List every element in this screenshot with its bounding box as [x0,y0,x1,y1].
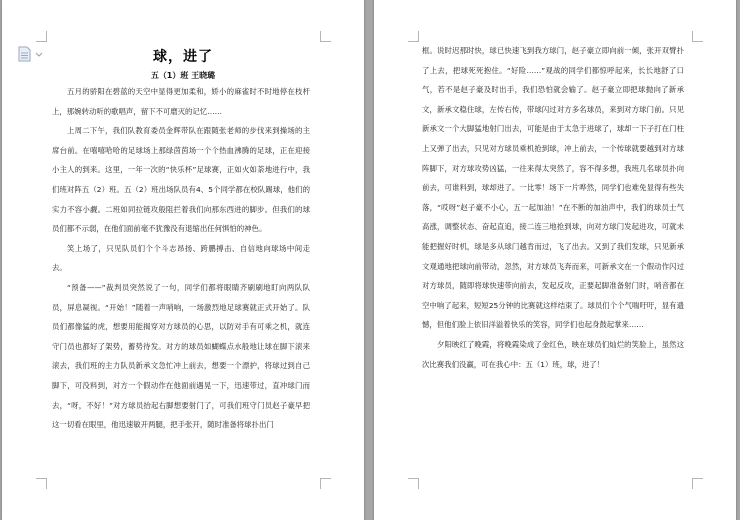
paragraph: 夕阳映红了晚霞，将晚霞染成了金红色，映在球员们灿烂的笑脸上，虽然这次比赛我们没赢，可在我心中：五（1）班，球，进了！ [422,339,684,369]
paragraph: “预备——”裁判员突然说了一句，同学们都将眼睛齐刷刷地盯向两队队员，屏息凝视。“开始！”随着一声哨响，一场激烈地足球赛就正式开始了。队员们都像猛的虎，想要用能揭穿对方球员的心思，以防对手有可乘之机，就连守门员也都好了架势，蓄势待发。对方的球员如蝴蝶点水般地让球在脚下滚来滚去，我们班的主力队员新承文急忙冲上前去，想要一个漂护，将球过到自己脚下，可没料到，对方一个假动作在他面前遇晃一下，迅速带过，直冲球门而去，“呀，不好！”对方球员抬起右脚想要射门了，可我们班守门员赵子豪早把这一切看在眼里，他迅速敏开两腿，把手张开，随时准备将球扑出门 [52,282,310,430]
crop-mark-bottom-left [408,478,419,489]
right-page-body [422,41,684,374]
document-page-right [374,0,736,520]
crop-mark-bottom-left [36,478,47,489]
crop-mark-bottom-right [692,478,703,489]
crop-mark-top-left [408,31,419,42]
left-page-body [52,82,310,435]
paragraph: 上周二下午，我们队教育委员金辉带队在跟随张老师的步伐来到操场的主席台前。在嘻嘻哈哈的足球场上那绿茵茵场一个个热血沸腾的足球，正在迎接小主人的到来。这里，一年一次的“快乐杯”足球赛，正如火如荼地进行中，我们班对阵五（2）班。五（2）班出场队员有4、5个同学都在校队踢球，他们的实力不容小觑。二班如同拉链攻般阻拦着我们向那东西进的脚步。但我们的球员们都不示弱，在他们面前毫不犹豫没有退缩出任何惧怕的神色。 [52,126,310,234]
crop-mark-top-right [692,31,703,42]
paragraph: 五月的骄阳在碧蓝的天空中显得更加柔和，娇小的麻雀时不时地停在枝杆上，那婉转动听的歌唱声，留下不可磨灭的记忆…… [52,87,310,116]
document-page-left [2,0,364,520]
paragraph: 框。说时迟那时快，球已快速飞到我方球门，赵子豪立即向前一倾，张开双臂扑了上去，把球死死抱住。“好险……”观战的同学们都惊呼起来，长长地舒了口气，若不是赵子豪及时出手，我们恐怕就会输了。赵子豪立即把球抛向了新承文，新承文稳住球，左传右传，带球闪过对方多名球员，来到对方球门前。只见新承文一个大脚猛地射门出去，可能是由于太急于进球了，球却一下子打在门柱上又弹了出去，只见对方球员乘机抢到球，冲上前去，一个传球就要越到对方球阵脚下，对方球攻势凶猛，一往来得太突然了，容不得多想，我班几名球员扑向前去，可谁料到，球却进了。一比零！场下一片哗然，同学们也难免显得有些失落，“哎呀”赵子豪不小心，五一起加油！”在不断的加油声中，我们的球员士气高涨，调整状态、奋起直追，接二连三地抢到球，向对方球门发起进攻，可就未能把握好时机，球是多从球门越肯而过，飞了出去。又到了我们发球，只见新承文观通地把球向前带动，忽然，对方球员飞奔而来，可新承文在一个假动作闪过对方球员，随即将球快速带向前去，发起反攻，正要起脚准备射门时，哨音都在空中响了起来，短短25分钟的比赛就这样结束了。球员们个个气喘吁吁，显有遗憾，但他们脸上依旧洋溢着快乐的笑容，同学们也起身鼓起掌来…… [422,46,684,330]
crop-mark-top-right [320,31,331,42]
document-author-line: 五（1）班 王晓璐 [150,71,216,80]
paragraph: 笑上场了，只见队员们个个斗志昂扬、跨鹏搏击、自信地向球场中间走去。 [52,243,310,273]
crop-mark-bottom-right [320,478,331,489]
document-title: 球，进了 [153,49,213,65]
crop-mark-top-left [36,31,47,42]
